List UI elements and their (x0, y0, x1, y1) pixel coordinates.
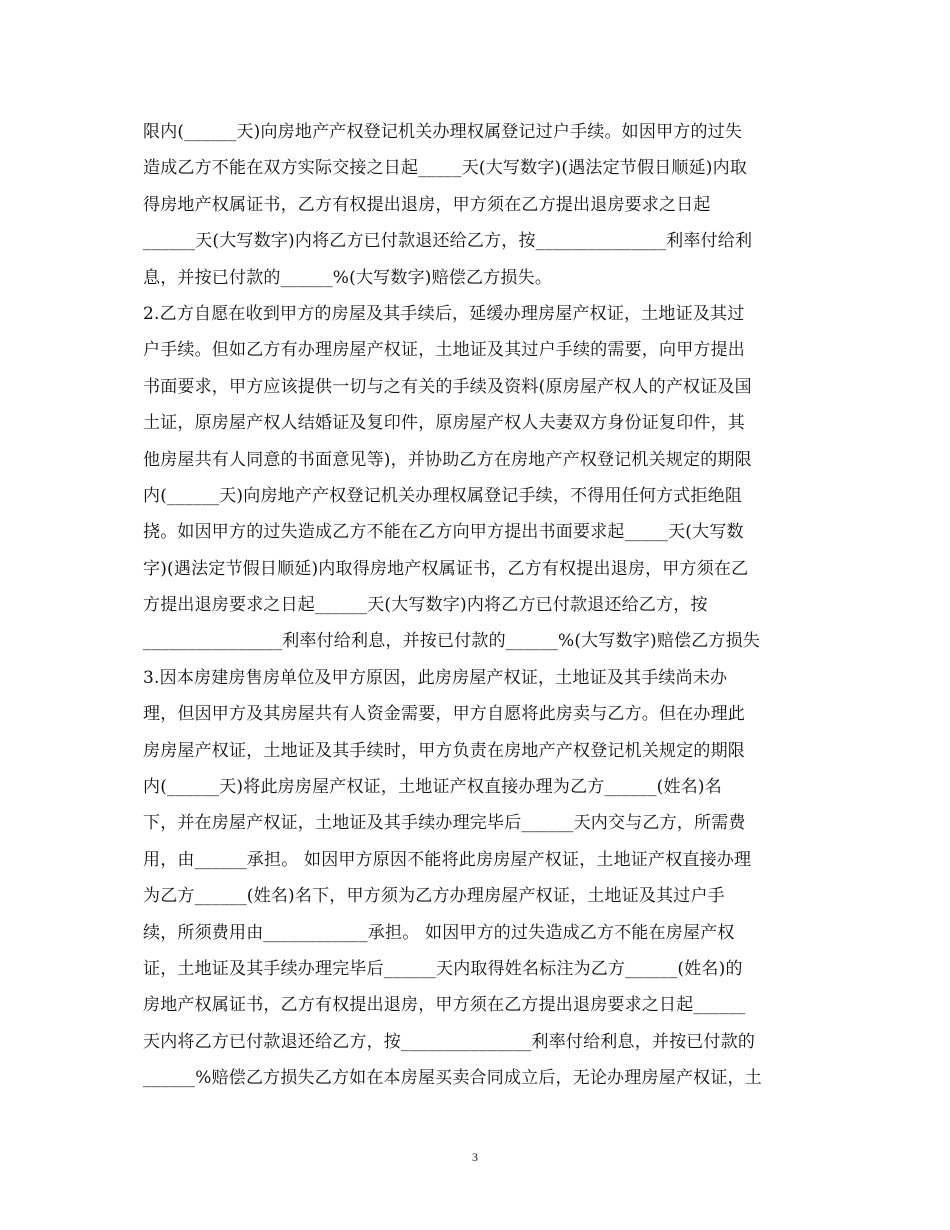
text-line: ______天(大写数字)内将乙方已付款退还给乙方，按_______________利率付给利 (143, 231, 753, 252)
text-line: 造成乙方不能在双方实际交接之日起_____天(大写数字)(遇法定节假日顺延)内取 (143, 158, 748, 179)
text-line: 书面要求，甲方应该提供一切与之有关的手续及资料(原房屋产权人的产权证及国 (143, 376, 752, 397)
text-line: 息，并按已付款的______%(大写数字)赔偿乙方损失。 (143, 267, 553, 288)
text-line: ______%赔偿乙方损失乙方如在本房屋买卖合同成立后，无论办理房屋产权证，土 (143, 1068, 762, 1089)
clause-2-line: 2.乙方自愿在收到甲方的房屋及其手续后，延缓办理房屋产权证，土地证及其过 (143, 303, 745, 324)
text-line: 下，并在房屋产权证，土地证及其手续办理完毕后______天内交与乙方，所需费 (143, 813, 746, 834)
text-line: 房房屋产权证，土地证及其手续时，甲方负责在房地产产权登记机关规定的期限 (143, 740, 745, 761)
contract-body-text (143, 114, 823, 1097)
text-line: 内(______天)向房地产产权登记机关办理权属登记手续，不得用任何方式拒绝阻 (143, 485, 743, 506)
text-line: 限内(______天)向房地产产权登记机关办理权属登记过户手续。如因甲方的过失 (143, 122, 743, 142)
text-line: 内(______天)将此房房屋产权证，土地证产权直接办理为乙方______(姓名)名 (143, 777, 722, 798)
page-number: 3 (472, 1150, 478, 1164)
text-line: 挠。如因甲方的过失造成乙方不能在乙方向甲方提出书面要求起_____天(大写数 (143, 522, 744, 543)
text-line: 户手续。但如乙方有办理房屋产权证，土地证及其过户手续的需要，向甲方提出 (143, 340, 745, 361)
text-line: 用，由______承担。 如因甲方原因不能将此房房屋产权证，土地证产权直接办理 (143, 849, 752, 870)
text-line: 得房地产权属证书，乙方有权提出退房，甲方须在乙方提出退房要求之日起 (143, 194, 711, 215)
text-line: 为乙方______(姓名)名下，甲方须为乙方办理房屋产权证，土地证及其过户手 (143, 886, 725, 907)
text-line: 天内将乙方已付款退还给乙方，按_______________利率付给利息，并按已付款的 (143, 1031, 756, 1052)
text-line: 土证，原房屋产权人结婚证及复印件，原房屋产权人夫妻双方身份证复印件，其 (143, 413, 745, 434)
text-line: 理，但因甲方及其房屋共有人资金需要，甲方自愿将此房卖与乙方。但在办理此 (143, 704, 745, 725)
text-line: 房地产权属证书，乙方有权提出退房，甲方须在乙方提出退房要求之日起______ (143, 995, 746, 1016)
text-line: 证，土地证及其手续办理完毕后______天内取得姓名标注为乙方______(姓名)的 (143, 958, 743, 979)
clause-3-line: 3.因本房建房售房单位及甲方原因，此房房屋产权证，土地证及其手续尚未办 (143, 667, 728, 688)
text-line: 他房屋共有人同意的书面意见等)，并协助乙方在房地产产权登记机关规定的期限 (143, 449, 752, 470)
text-line: 续，所须费用由____________承担。 如因甲方的过失造成乙方不能在房屋产权 (143, 922, 735, 943)
text-line: ________________利率付给利息，并按已付款的______%(大写数字)赔偿乙方损失 (143, 631, 761, 652)
text-line: 字)(遇法定节假日顺延)内取得房地产权属证书，乙方有权提出退房，甲方须在乙 (143, 558, 749, 579)
text-line: 方提出退房要求之日起______天(大写数字)内将乙方已付款退还给乙方，按 (143, 595, 708, 616)
